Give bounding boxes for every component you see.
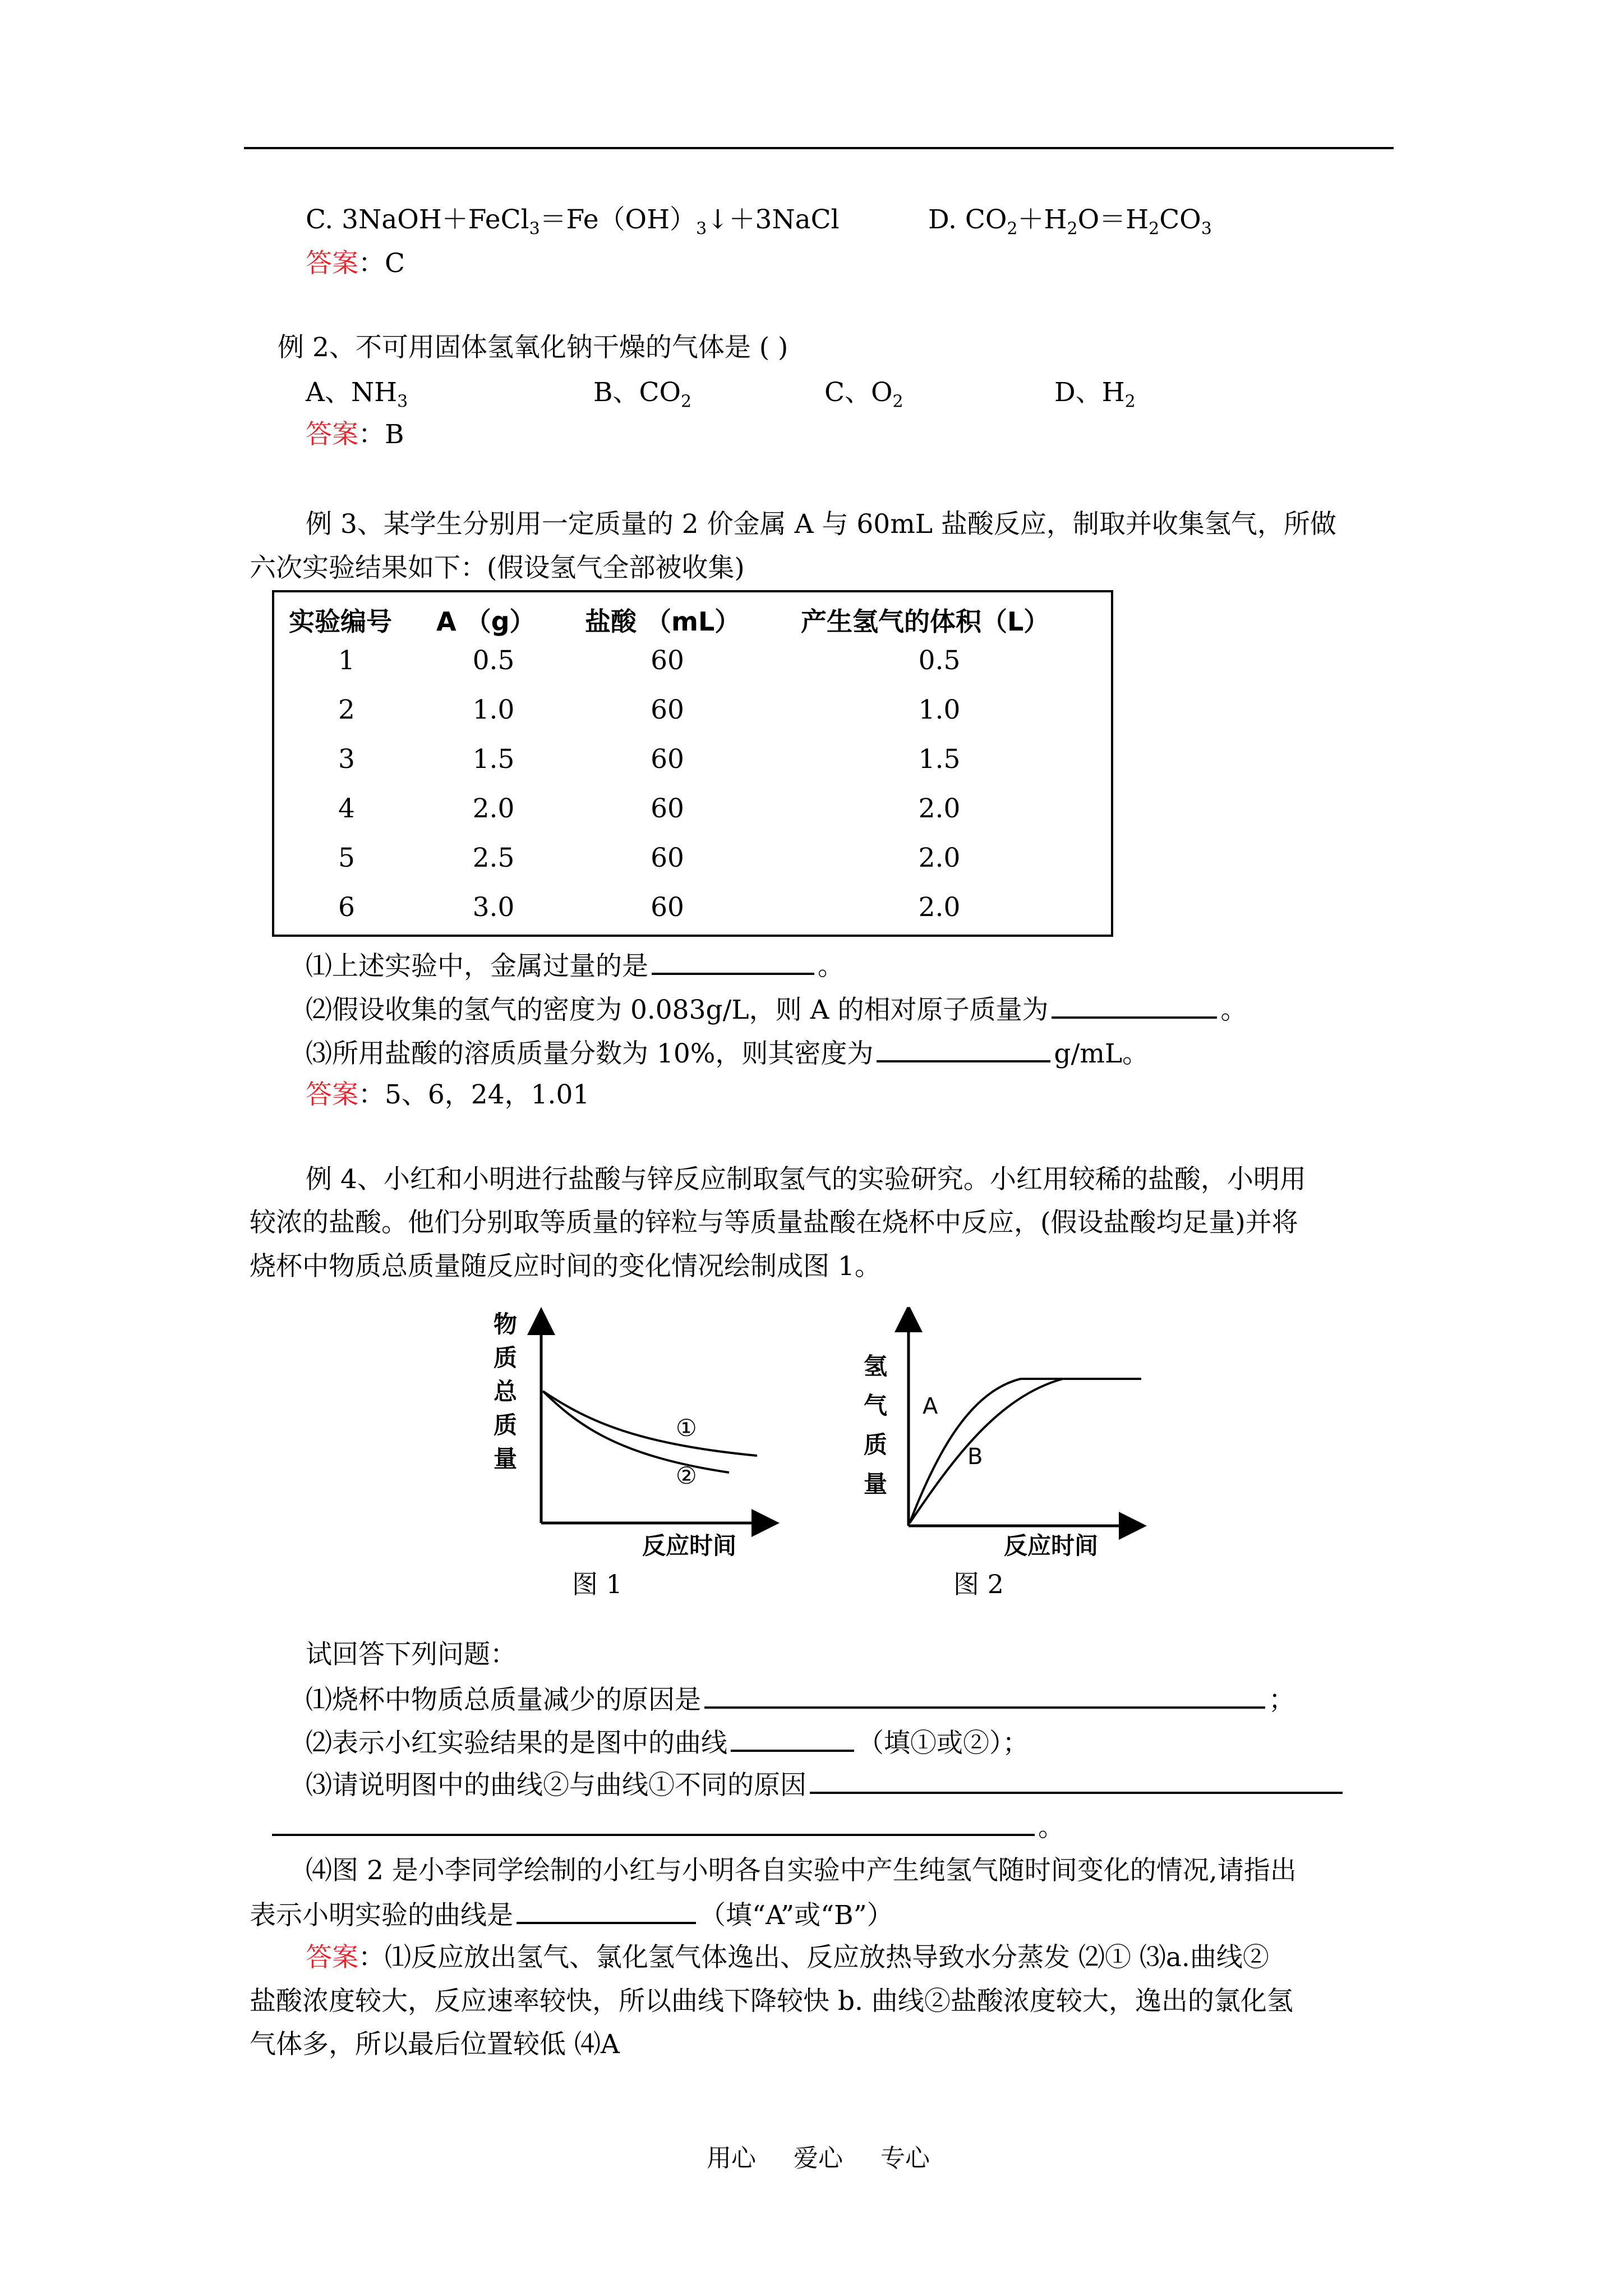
fig1-ylabel-2: 总 — [494, 1378, 518, 1405]
ex4-q1-blank[interactable] — [704, 1682, 1265, 1709]
fig2-ylabel-3: 量 — [864, 1470, 888, 1498]
ex4-q4-line1: ⑷图 2 是小李同学绘制的小红与小明各自实验中产生纯氢气随时间变化的情况,请指出 — [306, 1855, 1297, 1886]
fig2-caption: 图 2 — [953, 1569, 1004, 1599]
figure-1 — [482, 1307, 819, 1604]
ex2-option-c: C、$O_2$ — [824, 377, 903, 412]
fig2-ylabel-0: 氢 — [864, 1352, 888, 1380]
fig1-ylabel-1: 质 — [494, 1344, 518, 1372]
ex2-answer: 答案：B — [306, 419, 404, 450]
table-cell-r1-c4: 0.5 — [918, 645, 961, 676]
ex3-q2: ⑵假设收集的氢气的密度为 0.083g/L，则 A 的相对原子质量为 。 — [306, 992, 1247, 1027]
ex4-q4-blank[interactable] — [517, 1897, 696, 1924]
ex3-answer: 答案：5、6，24，1.01 — [306, 1079, 590, 1110]
ex4-line1: 例 4、小红和小明进行盐酸与锌反应制取氢气的实验研究。小红用较稀的盐酸，小明用 — [306, 1164, 1306, 1195]
table-cell-r4-c1: 4 — [338, 793, 355, 824]
table-cell-r5-c2: 2.5 — [472, 843, 515, 873]
table-cell-r3-c2: 1.5 — [472, 744, 515, 775]
table-header-1: 实验编号 — [289, 606, 392, 637]
fig1-ylabel-3: 质 — [494, 1411, 518, 1439]
table-cell-r4-c3: 60 — [651, 793, 684, 824]
ex2-option-b: B、$CO_2$ — [593, 377, 692, 412]
fig2-curve-B-label: B — [967, 1444, 983, 1470]
footer-text-1: 用心 — [707, 2144, 756, 2173]
ex1-option-c: C. $3NaOH+FeCl_3=Fe(OH)_3↓+3NaCl$ — [306, 204, 840, 239]
table-cell-r5-c3: 60 — [651, 843, 684, 873]
figure-2 — [852, 1307, 1155, 1604]
ex4-answer-line3: 气体多，所以最后位置较低 ⑷A — [250, 2029, 620, 2060]
table-cell-r1-c1: 1 — [338, 645, 355, 676]
fig1-curve-2 — [543, 1391, 729, 1473]
fig2-curve-A-label: A — [923, 1393, 938, 1419]
footer-text-2: 爱心 — [794, 2144, 843, 2173]
header-rule — [244, 147, 1394, 149]
ex4-q3-cont: 。 — [272, 1809, 1064, 1844]
ex4-q3: ⑶请说明图中的曲线②与曲线①不同的原因 — [306, 1767, 1346, 1802]
ex4-answer-line1: 答案：⑴反应放出氢气、氯化氢气体逸出、反应放热导致水分蒸发 ⑵① ⑶a.曲线② — [306, 1942, 1269, 1973]
footer-text-3: 专心 — [880, 2144, 930, 2173]
ex4-line3: 烧杯中物质总质量随反应时间的变化情况绘制成图 1。 — [250, 1251, 881, 1282]
fig1-curve-1 — [543, 1391, 757, 1456]
table-header-3: 盐酸 （mL） — [585, 606, 741, 637]
fig1-curve-2-label: ② — [676, 1462, 697, 1489]
ex4-q2: ⑵表示小红实验结果的是图中的曲线 （填①或②）； — [306, 1725, 1029, 1760]
ex4-q3-blank[interactable] — [810, 1767, 1343, 1794]
fig1-xlabel: 反应时间 — [642, 1532, 737, 1559]
fig1-ylabel-0: 物 — [494, 1310, 518, 1338]
fig1-caption: 图 1 — [572, 1569, 623, 1599]
ex4-q3-blank-2[interactable] — [272, 1809, 1035, 1836]
ex4-line2: 较浓的盐酸。他们分别取等质量的锌粒与等质量盐酸在烧杯中反应，(假设盐酸均足量)并将 — [250, 1207, 1298, 1238]
fig2-xlabel: 反应时间 — [1004, 1532, 1099, 1559]
table-cell-r6-c3: 60 — [651, 892, 684, 923]
ex3-line1: 例 3、某学生分别用一定质量的 2 价金属 A 与 60mL 盐酸反应，制取并收集氢气，所做 — [306, 509, 1336, 540]
fig1-ylabel-4: 量 — [494, 1445, 518, 1473]
fig2-curve-A — [910, 1379, 1141, 1523]
table-header-4: 产生氢气的体积（L） — [801, 606, 1050, 637]
table-cell-r3-c4: 1.5 — [918, 744, 961, 775]
table-header-2: A （g） — [436, 606, 536, 637]
fig1-curve-1-label: ① — [676, 1414, 697, 1442]
ex1-answer: 答案：C — [306, 248, 405, 279]
table-cell-r6-c2: 3.0 — [472, 892, 515, 923]
ex4-answer-line2: 盐酸浓度较大，反应速率较快，所以曲线下降较快 b. 曲线②盐酸浓度较大，逸出的氯化氢 — [250, 1986, 1293, 2017]
table-cell-r2-c1: 2 — [338, 694, 355, 725]
fig2-ylabel-2: 质 — [864, 1431, 888, 1458]
q1-blank[interactable] — [652, 948, 814, 975]
table-cell-r3-c3: 60 — [651, 744, 684, 775]
table-cell-r2-c4: 1.0 — [918, 694, 961, 725]
ex2-question: 例 2、不可用固体氢氧化钠干燥的气体是 ( ) — [278, 332, 789, 363]
table-cell-r3-c1: 3 — [338, 744, 355, 775]
ex3-q1: ⑴上述实验中，金属过量的是 。 — [306, 948, 844, 983]
ex4-q1: ⑴烧杯中物质总质量减少的原因是 ； — [306, 1682, 1295, 1717]
ex3-line2: 六次实验结果如下：(假设氢气全部被收集) — [250, 553, 745, 583]
q2-blank[interactable] — [1052, 992, 1217, 1019]
fig2-ylabel-1: 气 — [864, 1392, 888, 1419]
ex4-q4-line2: 表示小明实验的曲线是 （填“A”或“B”） — [250, 1897, 893, 1932]
table-cell-r5-c4: 2.0 — [918, 843, 961, 873]
table-cell-r1-c2: 0.5 — [472, 645, 515, 676]
table-cell-r6-c1: 6 — [338, 892, 355, 923]
ex3-q3: ⑶所用盐酸的溶质质量分数为 10%，则其密度为 g/mL。 — [306, 1036, 1149, 1071]
ex2-option-a: A、$NH_3$ — [306, 377, 408, 412]
ex1-option-d: D. $CO_2+H_2O=H_2CO_3$ — [928, 204, 1212, 239]
ex2-option-d: D、$H_2$ — [1054, 377, 1136, 412]
q3-blank[interactable] — [877, 1036, 1050, 1062]
ex4-q2-blank[interactable] — [731, 1725, 854, 1752]
table-cell-r5-c1: 5 — [338, 843, 355, 873]
table-cell-r2-c3: 60 — [651, 694, 684, 725]
ex4-intro: 试回答下列问题： — [306, 1639, 517, 1670]
table-cell-r6-c4: 2.0 — [918, 892, 961, 923]
table-cell-r4-c2: 2.0 — [472, 793, 515, 824]
table-cell-r2-c2: 1.0 — [472, 694, 515, 725]
table-cell-r1-c3: 60 — [651, 645, 684, 676]
table-cell-r4-c4: 2.0 — [918, 793, 961, 824]
